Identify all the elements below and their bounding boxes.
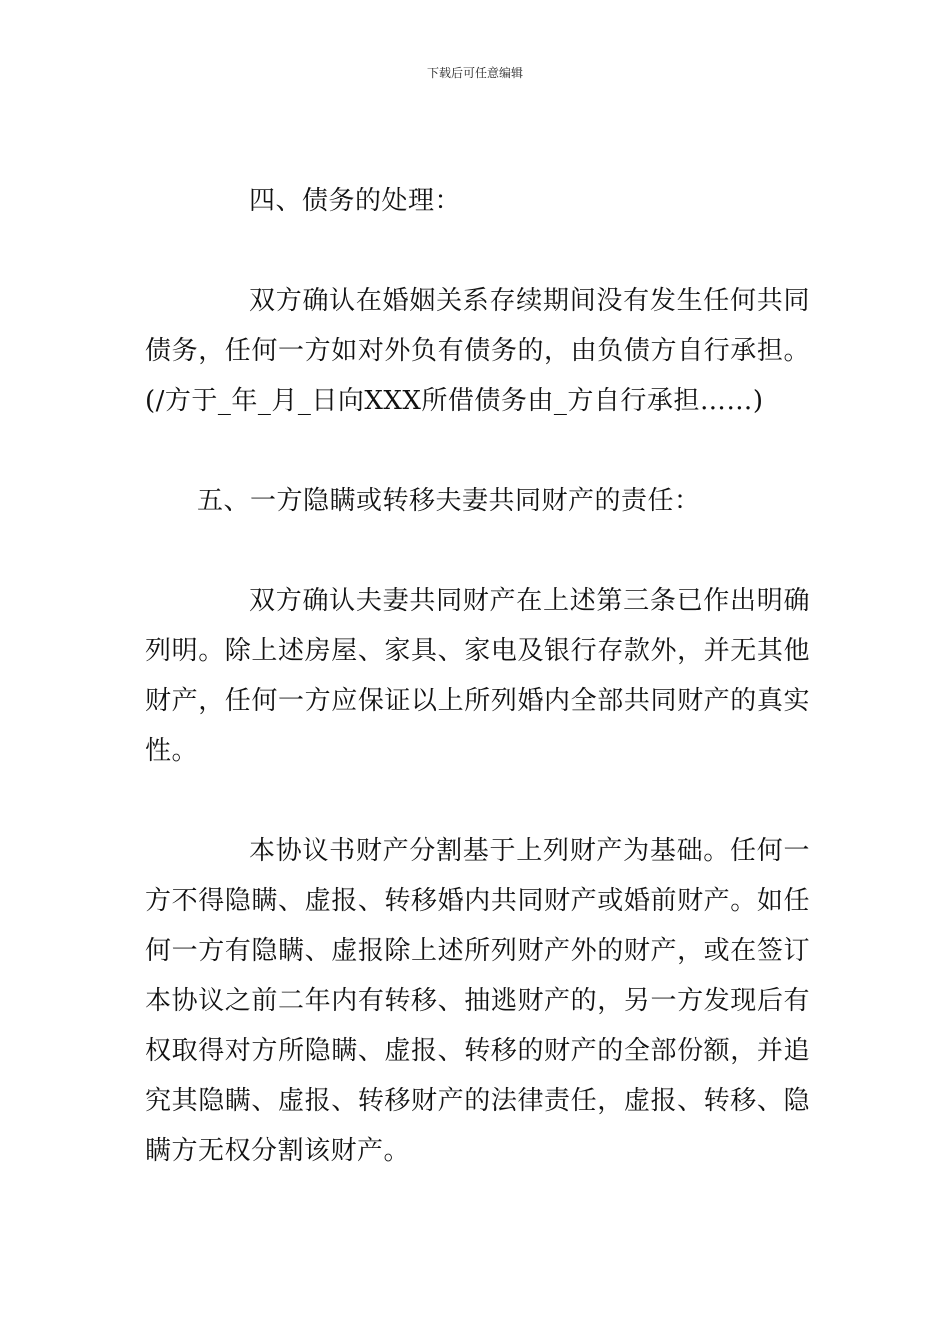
paragraph-line: 瞒方无权分割该财产。	[145, 1136, 411, 1166]
page-header: 下载后可任意编辑	[426, 66, 523, 80]
paragraph-line: 何一方有隐瞒、虚报除上述所列财产外的财产，或在签订	[145, 936, 810, 966]
section-4-paragraph	[145, 276, 810, 426]
section-5-heading: 五、一方隐瞒或转移夫妻共同财产的责任：	[197, 486, 701, 516]
paragraph-line: 双方确认夫妻共同财产在上述第三条已作出明确	[249, 586, 810, 616]
paragraph-line: 列明。除上述房屋、家具、家电及银行存款外，并无其他	[145, 636, 810, 666]
section-4-heading: 四、债务的处理：	[249, 186, 462, 216]
document-body	[145, 176, 810, 1176]
paragraph-line: 本协议书财产分割基于上列财产为基础。任何一	[249, 836, 810, 866]
paragraph-line: 究其隐瞒、虚报、转移财产的法律责任，虚报、转移、隐	[145, 1086, 810, 1116]
paragraph-line: (/方于_年_月_日向XXX所借债务由_方自行承担……)	[145, 386, 764, 416]
section-5-paragraph-2	[145, 826, 810, 1176]
paragraph-line: 性。	[145, 736, 199, 766]
paragraph-line: 债务，任何一方如对外负有债务的，由负债方自行承担。	[145, 336, 810, 366]
paragraph-line: 双方确认在婚姻关系存续期间没有发生任何共同	[249, 286, 810, 316]
section-5-paragraph-1	[145, 576, 810, 776]
paragraph-line: 财产，任何一方应保证以上所列婚内全部共同财产的真实	[145, 686, 810, 716]
paragraph-line: 本协议之前二年内有转移、抽逃财产的，另一方发现后有	[145, 986, 810, 1016]
paragraph-line: 方不得隐瞒、虚报、转移婚内共同财产或婚前财产。如任	[145, 886, 810, 916]
paragraph-line: 权取得对方所隐瞒、虚报、转移的财产的全部份额，并追	[145, 1036, 810, 1066]
